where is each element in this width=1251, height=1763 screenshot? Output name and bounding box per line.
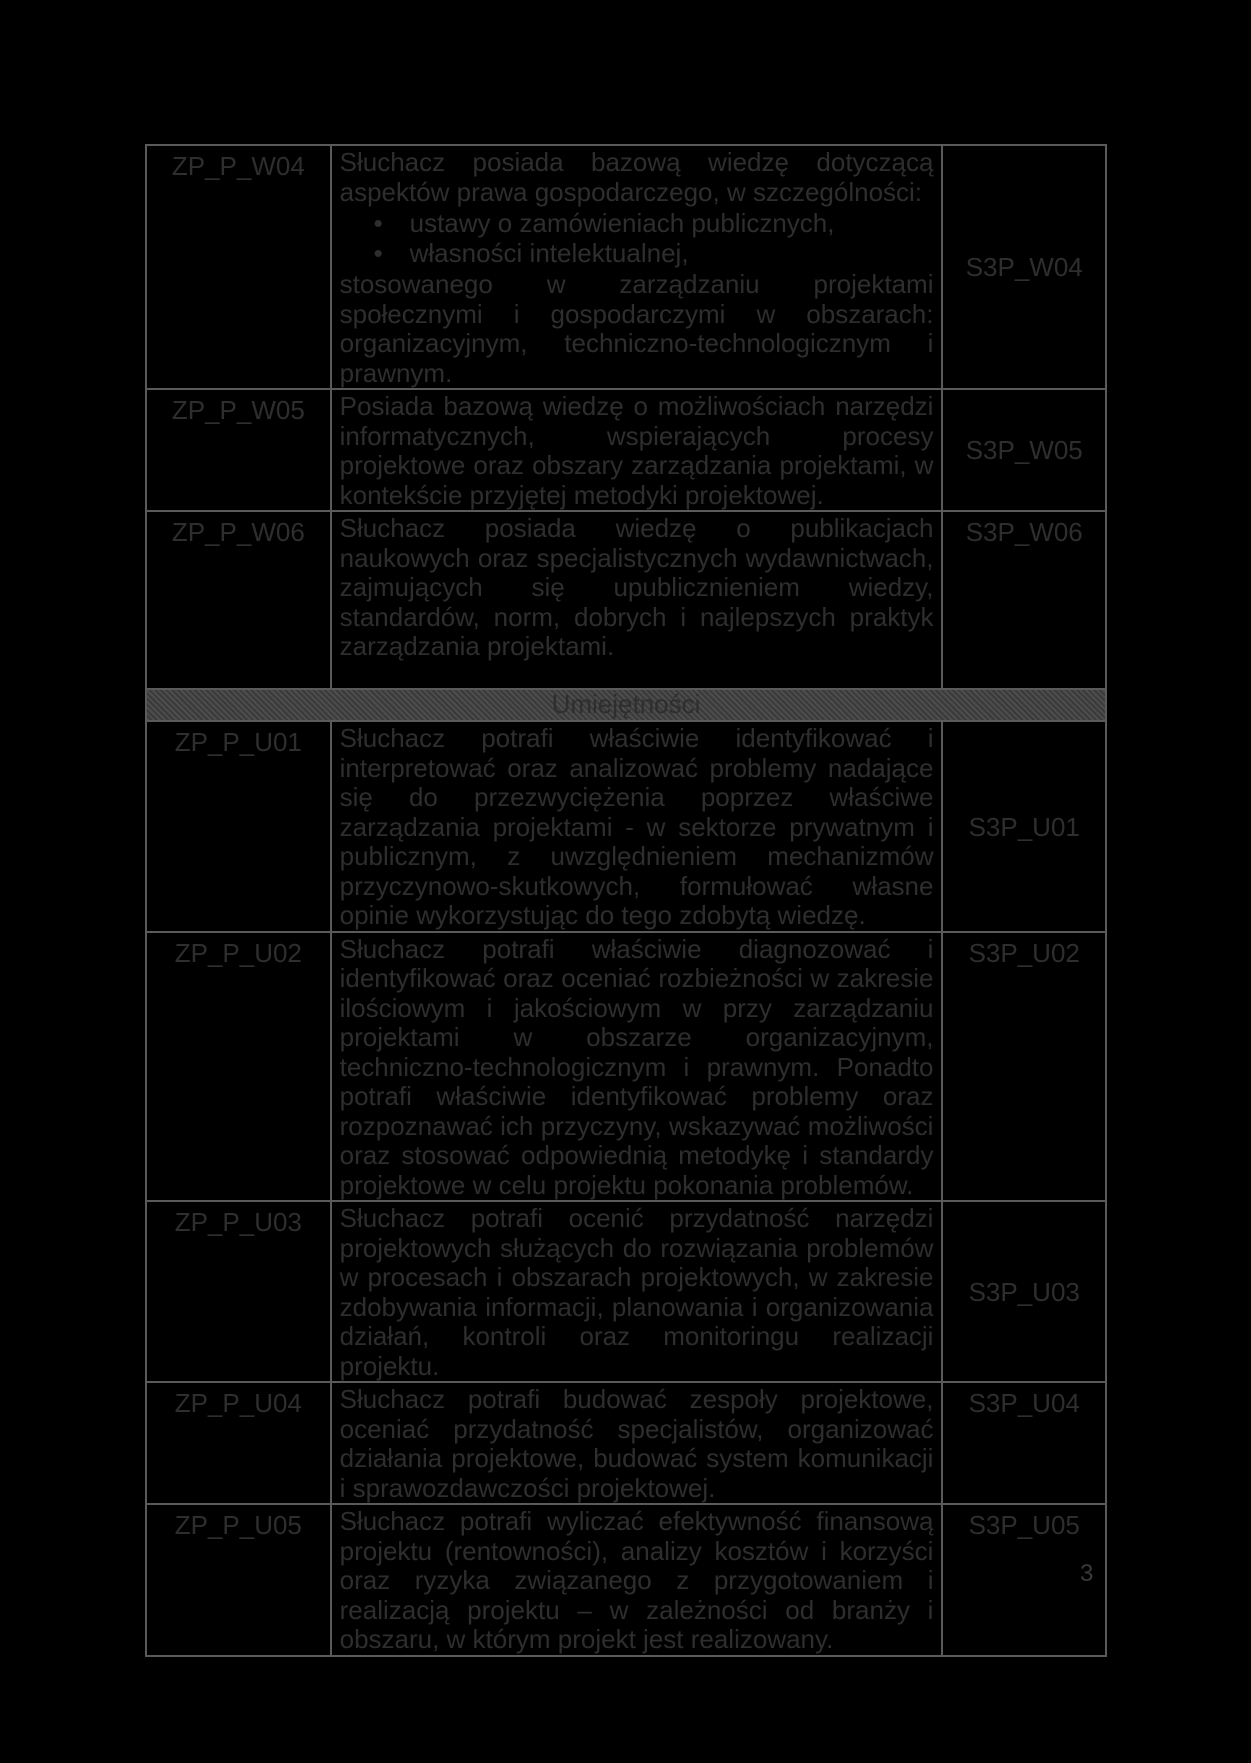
- outcome-code: ZP_P_U01: [146, 721, 331, 932]
- outcome-description: [331, 145, 943, 389]
- table-row: [146, 721, 1106, 932]
- outcome-reference: S3P_W04: [942, 145, 1106, 389]
- outcome-description: Słuchacz potrafi właściwie diagnozować i identyfikować oraz oceniać rozbieżności w zakresie ilościowym i jakościowym w przy zarządzaniu projektami w obszarze organizacyjnym, techniczno-technologicznym i prawnym. Ponadto potrafi właściwie identyfikować problemy oraz rozpoznawać ich przyczyny, wskazywać możliwości oraz stosować odpowiednią metodykę i standardy projektowe w celu projektu pokonania problemów.: [331, 932, 943, 1202]
- outcome-description: Słuchacz potrafi budować zespoły projektowe, oceniać przydatność specjalistów, organizować działania projektowe, budować system komunikacji i sprawozdawczości projektowej.: [331, 1382, 943, 1504]
- list-item: • własności intelektualnej,: [362, 239, 934, 269]
- table-row: [146, 511, 1106, 689]
- outcome-reference: S3P_W05: [942, 389, 1106, 511]
- table-row: [146, 932, 1106, 1202]
- outcome-reference: S3P_W06: [942, 511, 1106, 689]
- learning-outcomes-table: [145, 144, 1107, 1657]
- outcome-description: Słuchacz potrafi właściwie identyfikować i interpretować oraz analizować problemy nadające się do przezwyciężenia poprzez właściwe zarządzania projektami - w sektorze prywatnym i publicznym, z uwzględnieniem mechanizmów przyczynowo-skutkowych, formułować własne opinie wykorzystując do tego zdobytą wiedzę.: [331, 721, 943, 932]
- outcome-description: Posiada bazową wiedzę o możliwościach narzędzi informatycznych, wspierających procesy projektowe oraz obszary zarządzania projektami, w kontekście przyjętej metodyki projektowej.: [331, 389, 943, 511]
- table-row: [146, 1504, 1106, 1656]
- outcome-description: Słuchacz potrafi wyliczać efektywność finansową projektu (rentowności), analizy kosztów i korzyści oraz ryzyka związanego z przygotowaniem i realizacją projektu – w zależności od branży i obszaru, w którym projekt jest realizowany.: [331, 1504, 943, 1656]
- outcome-reference: S3P_U04: [942, 1382, 1106, 1504]
- page-number: 3: [1080, 1560, 1094, 1587]
- outcome-code: ZP_P_U02: [146, 932, 331, 1202]
- outcome-reference: S3P_U01: [942, 721, 1106, 932]
- outcome-code: ZP_P_W05: [146, 389, 331, 511]
- outcome-code: ZP_P_W04: [146, 145, 331, 389]
- table-row: [146, 145, 1106, 389]
- outcome-description: Słuchacz potrafi ocenić przydatność narzędzi projektowych służących do rozwiązania problemów w procesach i obszarach projektowych, w zakresie zdobywania informacji, planowania i organizowania działań, kontroli oraz monitoringu realizacji projektu.: [331, 1201, 943, 1382]
- table-row: [146, 1382, 1106, 1504]
- section-header-row: [146, 689, 1106, 721]
- table-row: [146, 1201, 1106, 1382]
- bullet-list: [340, 209, 934, 268]
- section-title: Umiejętności: [146, 689, 1106, 721]
- table-row: [146, 389, 1106, 511]
- outcome-code: ZP_P_U04: [146, 1382, 331, 1504]
- outcome-intro: Słuchacz posiada bazową wiedzę dotyczącą aspektów prawa gospodarczego, w szczególności:: [339, 147, 934, 207]
- outcome-code: ZP_P_W06: [146, 511, 331, 689]
- outcome-code: ZP_P_U05: [146, 1504, 331, 1656]
- outcome-outro: stosowanego w zarządzaniu projektami społecznymi i gospodarczymi w obszarach: organizacyjnym, techniczno-technologicznym i prawnym.: [339, 269, 934, 388]
- outcome-reference: S3P_U05: [942, 1504, 1106, 1656]
- outcome-code: ZP_P_U03: [146, 1201, 331, 1382]
- list-item: • ustawy o zamówieniach publicznych,: [362, 209, 934, 239]
- outcome-description: Słuchacz posiada wiedzę o publikacjach naukowych oraz specjalistycznych wydawnictwach, zajmujących się upublicznieniem wiedzy, standardów, norm, dobrych i najlepszych praktyk zarządzania projektami.: [331, 511, 943, 689]
- outcome-reference: S3P_U03: [942, 1201, 1106, 1382]
- outcome-reference: S3P_U02: [942, 932, 1106, 1202]
